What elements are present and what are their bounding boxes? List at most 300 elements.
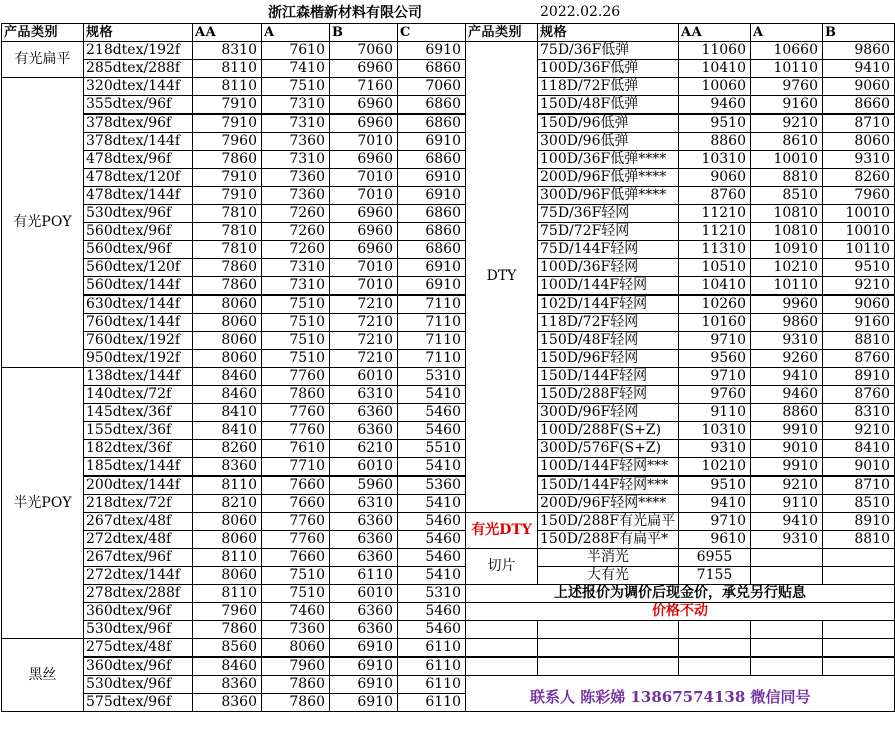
left-price-cell: 6360 — [329, 512, 398, 531]
right-price-cell: 10110 — [822, 240, 895, 259]
right-price-cell: 8410 — [822, 439, 895, 458]
left-spec-cell: 200dtex/144f — [83, 476, 193, 495]
left-price-cell: 7660 — [261, 548, 330, 567]
left-price-cell: 7810 — [192, 240, 262, 259]
left-spec-cell: 155dtex/36f — [83, 421, 193, 440]
left-price-cell: 7360 — [261, 186, 330, 205]
left-price-cell: 8060 — [192, 295, 262, 314]
right-price-cell: 9060 — [822, 295, 895, 314]
left-price-cell: 7510 — [261, 295, 330, 314]
left-price-cell: 6860 — [397, 222, 466, 241]
left-price-cell: 7110 — [397, 331, 466, 350]
right-spec-cell: 100D/144F轻网*** — [537, 457, 679, 476]
left-spec-cell: 218dtex/192f — [83, 41, 193, 60]
left-price-cell: 8110 — [192, 584, 262, 603]
left-spec-cell: 355dtex/96f — [83, 95, 193, 114]
left-price-cell: 6960 — [329, 222, 398, 241]
right-price-cell: 9210 — [750, 114, 823, 133]
left-price-cell: 7460 — [261, 602, 330, 621]
left-price-cell: 7510 — [261, 566, 330, 585]
left-price-cell: 8310 — [192, 41, 262, 60]
report-date: 2022.02.26 — [540, 4, 621, 20]
left-price-cell: 8410 — [192, 421, 262, 440]
left-price-cell: 5410 — [397, 385, 466, 404]
right-spec-cell: 150D/288F有扁平* — [537, 530, 679, 549]
left-price-cell: 6910 — [329, 675, 398, 694]
right-price-cell: 9010 — [822, 457, 895, 476]
left-spec-cell: 378dtex/96f — [83, 114, 193, 133]
left-price-cell: 7910 — [192, 95, 262, 114]
right-price-cell: 11210 — [678, 204, 751, 223]
left-price-cell: 7860 — [192, 258, 262, 277]
left-price-cell: 8360 — [192, 675, 262, 694]
right-spec-cell: 200D/96F低弹**** — [537, 168, 679, 187]
left-price-cell: 8460 — [192, 385, 262, 404]
empty-cell — [465, 620, 538, 639]
left-price-cell: 7960 — [192, 132, 262, 151]
right-price-cell: 9460 — [678, 95, 751, 114]
left-price-cell: 6310 — [329, 494, 398, 513]
left-price-cell: 6360 — [329, 548, 398, 567]
right-category-cell: 切片 — [465, 548, 538, 585]
right-price-cell: 9510 — [678, 114, 751, 133]
left-price-cell: 8210 — [192, 494, 262, 513]
right-price-cell: 9310 — [678, 439, 751, 458]
left-price-cell: 6910 — [397, 186, 466, 205]
right-spec-cell: 118D/72F低弹 — [537, 77, 679, 96]
right-price-cell: 10010 — [822, 222, 895, 241]
right-category-cell: DTY — [465, 41, 538, 513]
empty-cell — [750, 657, 823, 676]
left-spec-cell: 275dtex/48f — [83, 638, 193, 657]
left-price-cell: 7660 — [261, 494, 330, 513]
left-price-cell: 7060 — [397, 77, 466, 96]
left-price-cell: 7310 — [261, 258, 330, 277]
left-price-cell: 6860 — [397, 59, 466, 78]
right-spec-cell: 300D/96F轻网 — [537, 403, 679, 422]
right-price-cell: 10510 — [678, 258, 751, 277]
left-price-cell: 8260 — [192, 439, 262, 458]
right-price-cell: 8860 — [678, 132, 751, 151]
right-price-cell: 9410 — [750, 512, 823, 531]
right-header-cell: AA — [678, 23, 751, 42]
right-price-cell: 9960 — [750, 295, 823, 314]
left-price-cell: 6110 — [397, 657, 466, 676]
left-price-cell: 6960 — [329, 95, 398, 114]
left-price-cell: 7760 — [261, 530, 330, 549]
left-spec-cell: 950dtex/192f — [83, 349, 193, 368]
company-name: 浙江森楷新材料有限公司 — [268, 5, 422, 21]
right-price-cell: 10410 — [678, 276, 751, 295]
left-price-cell: 7310 — [261, 95, 330, 114]
right-price-cell: 9210 — [750, 476, 823, 495]
left-price-cell: 7160 — [329, 77, 398, 96]
left-price-cell: 7760 — [261, 367, 330, 386]
right-price-cell: 9860 — [750, 313, 823, 332]
right-spec-cell: 75D/36F轻网 — [537, 204, 679, 223]
right-header-cell: A — [750, 23, 823, 42]
left-price-cell: 6910 — [397, 276, 466, 295]
empty-cell — [750, 566, 823, 585]
right-price-cell: 10210 — [678, 457, 751, 476]
left-price-cell: 7760 — [261, 421, 330, 440]
left-price-cell: 5460 — [397, 620, 466, 639]
left-price-cell: 7010 — [329, 186, 398, 205]
left-price-cell: 6010 — [329, 367, 398, 386]
left-price-cell: 5410 — [397, 457, 466, 476]
left-price-cell: 6360 — [329, 421, 398, 440]
right-price-cell: 8760 — [678, 186, 751, 205]
left-header-cell: A — [261, 23, 330, 42]
left-price-cell: 7860 — [261, 385, 330, 404]
right-price-cell: 10810 — [750, 222, 823, 241]
left-spec-cell: 218dtex/72f — [83, 494, 193, 513]
left-price-cell: 8360 — [192, 457, 262, 476]
right-spec-cell: 300D/96低弹 — [537, 132, 679, 151]
left-price-cell: 7610 — [261, 41, 330, 60]
left-price-cell: 6860 — [397, 204, 466, 223]
left-spec-cell: 530dtex/96f — [83, 675, 193, 694]
chip-price-cell: 7155 — [678, 566, 751, 585]
left-price-cell: 7360 — [261, 620, 330, 639]
left-price-cell: 6360 — [329, 530, 398, 549]
left-price-cell: 5310 — [397, 367, 466, 386]
left-price-cell: 7960 — [192, 602, 262, 621]
left-price-cell: 7210 — [329, 349, 398, 368]
right-price-cell: 11310 — [678, 240, 751, 259]
left-spec-cell: 182dtex/36f — [83, 439, 193, 458]
right-price-cell: 9110 — [678, 403, 751, 422]
left-spec-cell: 267dtex/96f — [83, 548, 193, 567]
empty-cell — [537, 638, 679, 657]
left-price-cell: 8060 — [192, 313, 262, 332]
left-spec-cell: 478dtex/96f — [83, 150, 193, 169]
right-spec-cell: 75D/72F轻网 — [537, 222, 679, 241]
right-price-cell: 9610 — [678, 530, 751, 549]
left-price-cell: 7060 — [329, 41, 398, 60]
left-price-cell: 5460 — [397, 421, 466, 440]
left-price-cell: 8360 — [192, 693, 262, 712]
right-price-cell: 11060 — [678, 41, 751, 60]
left-spec-cell: 138dtex/144f — [83, 367, 193, 386]
right-price-cell: 8910 — [822, 367, 895, 386]
left-category-cell: 黑丝 — [1, 638, 84, 711]
left-spec-cell: 478dtex/120f — [83, 168, 193, 187]
left-price-cell: 6010 — [329, 457, 398, 476]
left-spec-cell: 278dtex/288f — [83, 584, 193, 603]
right-price-cell: 9110 — [750, 494, 823, 513]
right-price-cell: 10010 — [822, 204, 895, 223]
chip-price-cell: 6955 — [678, 548, 751, 567]
right-price-cell: 9760 — [678, 385, 751, 404]
chip-grade-cell: 半消光 — [537, 548, 679, 567]
left-price-cell: 7210 — [329, 331, 398, 350]
left-spec-cell: 360dtex/96f — [83, 657, 193, 676]
left-price-cell: 6110 — [397, 638, 466, 657]
right-price-cell: 8760 — [822, 349, 895, 368]
left-price-cell: 6860 — [397, 114, 466, 133]
left-spec-cell: 530dtex/96f — [83, 204, 193, 223]
left-category-cell: 半光POY — [1, 367, 84, 640]
left-spec-cell: 360dtex/96f — [83, 602, 193, 621]
right-price-cell: 9910 — [750, 457, 823, 476]
left-price-cell: 6910 — [397, 132, 466, 151]
right-price-cell: 9060 — [822, 77, 895, 96]
right-price-cell: 9510 — [822, 258, 895, 277]
left-spec-cell: 185dtex/144f — [83, 457, 193, 476]
right-price-cell: 10060 — [678, 77, 751, 96]
left-price-cell: 8060 — [261, 638, 330, 657]
left-price-cell: 8460 — [192, 657, 262, 676]
right-spec-cell: 300D/576F(S+Z) — [537, 439, 679, 458]
left-spec-cell: 272dtex/48f — [83, 530, 193, 549]
left-price-cell: 7260 — [261, 222, 330, 241]
left-price-cell: 6910 — [329, 638, 398, 657]
left-header-cell: AA — [192, 23, 262, 42]
left-price-cell: 5460 — [397, 530, 466, 549]
right-price-cell: 8510 — [822, 494, 895, 513]
left-price-cell: 6910 — [397, 41, 466, 60]
left-price-cell: 8110 — [192, 548, 262, 567]
left-price-cell: 7860 — [192, 150, 262, 169]
left-price-cell: 6010 — [329, 584, 398, 603]
right-price-cell: 10910 — [750, 240, 823, 259]
left-price-cell: 5460 — [397, 602, 466, 621]
left-price-cell: 7510 — [261, 349, 330, 368]
right-price-cell: 9210 — [822, 421, 895, 440]
right-category-cell: 有光DTY — [465, 512, 538, 549]
left-price-cell: 8110 — [192, 59, 262, 78]
empty-cell — [678, 638, 751, 657]
right-spec-cell: 150D/48F低弹 — [537, 95, 679, 114]
left-price-cell: 7960 — [261, 657, 330, 676]
left-price-cell: 5360 — [397, 476, 466, 495]
empty-cell — [678, 620, 751, 639]
left-header-cell: 规格 — [83, 23, 193, 42]
right-price-cell: 9310 — [822, 150, 895, 169]
left-header-cell: C — [397, 23, 466, 42]
left-price-cell: 7010 — [329, 168, 398, 187]
left-price-cell: 6110 — [329, 566, 398, 585]
right-price-cell: 9410 — [750, 367, 823, 386]
left-price-cell: 7860 — [192, 620, 262, 639]
empty-cell — [822, 566, 895, 585]
left-price-cell: 6910 — [397, 168, 466, 187]
right-price-cell: 8810 — [822, 331, 895, 350]
right-spec-cell: 75D/36F低弹 — [537, 41, 679, 60]
right-price-cell: 9710 — [678, 331, 751, 350]
left-price-cell: 7610 — [261, 439, 330, 458]
empty-cell — [822, 638, 895, 657]
left-price-cell: 7110 — [397, 313, 466, 332]
left-price-cell: 7360 — [261, 132, 330, 151]
empty-cell — [750, 638, 823, 657]
left-price-cell: 7510 — [261, 331, 330, 350]
empty-cell — [822, 548, 895, 567]
right-price-cell: 8510 — [750, 186, 823, 205]
right-price-cell: 9410 — [678, 494, 751, 513]
right-price-cell: 8710 — [822, 476, 895, 495]
left-price-cell: 7660 — [261, 476, 330, 495]
left-price-cell: 6960 — [329, 114, 398, 133]
right-price-cell: 8710 — [822, 114, 895, 133]
right-spec-cell: 150D/144F轻网*** — [537, 476, 679, 495]
left-price-cell: 7860 — [261, 675, 330, 694]
left-spec-cell: 285dtex/288f — [83, 59, 193, 78]
right-price-cell: 8610 — [750, 132, 823, 151]
left-price-cell: 6860 — [397, 150, 466, 169]
left-price-cell: 7010 — [329, 132, 398, 151]
left-price-cell: 6860 — [397, 95, 466, 114]
left-price-cell: 8060 — [192, 512, 262, 531]
left-price-cell: 5460 — [397, 548, 466, 567]
left-price-cell: 6360 — [329, 403, 398, 422]
empty-cell — [465, 638, 538, 657]
left-price-cell: 8060 — [192, 566, 262, 585]
left-price-cell: 7110 — [397, 295, 466, 314]
left-price-cell: 7510 — [261, 77, 330, 96]
left-header-cell: B — [329, 23, 398, 42]
right-price-cell: 10010 — [750, 150, 823, 169]
left-price-cell: 7510 — [261, 313, 330, 332]
right-price-cell: 9160 — [822, 313, 895, 332]
empty-cell — [678, 657, 751, 676]
left-spec-cell: 760dtex/192f — [83, 331, 193, 350]
price-fixed-note: 价格不动 — [465, 602, 895, 621]
right-price-cell: 8810 — [822, 530, 895, 549]
left-spec-cell: 560dtex/144f — [83, 276, 193, 295]
empty-cell — [750, 548, 823, 567]
left-price-cell: 5460 — [397, 512, 466, 531]
left-price-cell: 5410 — [397, 566, 466, 585]
right-price-cell: 9460 — [750, 385, 823, 404]
left-price-cell: 7810 — [192, 222, 262, 241]
right-price-cell: 9860 — [822, 41, 895, 60]
left-price-cell: 7710 — [261, 457, 330, 476]
contact-info: 联系人 陈彩娣 13867574138 微信同号 — [530, 687, 811, 706]
right-price-cell: 9560 — [678, 349, 751, 368]
right-price-cell: 9060 — [678, 168, 751, 187]
right-price-cell: 8860 — [750, 403, 823, 422]
left-price-cell: 7410 — [261, 59, 330, 78]
right-price-cell: 9760 — [750, 77, 823, 96]
empty-cell — [537, 620, 679, 639]
right-price-cell: 11210 — [678, 222, 751, 241]
left-price-cell: 6910 — [397, 258, 466, 277]
empty-cell — [537, 657, 679, 676]
right-price-cell: 9710 — [678, 512, 751, 531]
right-spec-cell: 150D/144F轻网 — [537, 367, 679, 386]
right-header-cell: 产品类别 — [465, 23, 538, 42]
left-price-cell: 7260 — [261, 204, 330, 223]
left-price-cell: 8060 — [192, 331, 262, 350]
left-price-cell: 6960 — [329, 204, 398, 223]
left-price-cell: 7310 — [261, 150, 330, 169]
right-spec-cell: 150D/96F轻网 — [537, 349, 679, 368]
right-price-cell: 10260 — [678, 295, 751, 314]
left-price-cell: 7310 — [261, 276, 330, 295]
left-price-cell: 7910 — [192, 114, 262, 133]
left-price-cell: 6960 — [329, 240, 398, 259]
left-price-cell: 8110 — [192, 77, 262, 96]
right-price-cell: 9510 — [678, 476, 751, 495]
right-spec-cell: 100D/144F轻网 — [537, 276, 679, 295]
left-price-cell: 7360 — [261, 168, 330, 187]
right-price-cell: 10310 — [678, 421, 751, 440]
left-price-cell: 7310 — [261, 114, 330, 133]
right-price-cell: 10660 — [750, 41, 823, 60]
right-price-cell: 9310 — [750, 331, 823, 350]
left-price-cell: 7910 — [192, 168, 262, 187]
right-spec-cell: 100D/36F轻网 — [537, 258, 679, 277]
right-spec-cell: 150D/48F轻网 — [537, 331, 679, 350]
right-spec-cell: 150D/288F有光扁平 — [537, 512, 679, 531]
right-price-cell: 9210 — [822, 276, 895, 295]
right-price-cell: 10410 — [678, 59, 751, 78]
left-price-cell: 7760 — [261, 403, 330, 422]
right-price-cell: 9260 — [750, 349, 823, 368]
left-price-cell: 8060 — [192, 349, 262, 368]
empty-cell — [465, 657, 538, 676]
right-spec-cell: 200D/96F轻网**** — [537, 494, 679, 513]
left-price-cell: 6310 — [329, 385, 398, 404]
right-price-cell: 10160 — [678, 313, 751, 332]
right-price-cell: 10810 — [750, 204, 823, 223]
left-price-cell: 6960 — [329, 59, 398, 78]
left-price-cell: 5310 — [397, 584, 466, 603]
right-price-cell: 8910 — [822, 512, 895, 531]
right-price-cell: 10110 — [750, 59, 823, 78]
right-price-cell: 10310 — [678, 150, 751, 169]
right-price-cell: 8260 — [822, 168, 895, 187]
left-price-cell: 8560 — [192, 638, 262, 657]
left-price-cell: 7810 — [192, 204, 262, 223]
left-spec-cell: 560dtex/96f — [83, 222, 193, 241]
right-price-cell: 8760 — [822, 385, 895, 404]
left-price-cell: 7010 — [329, 258, 398, 277]
right-spec-cell: 100D/36F低弹**** — [537, 150, 679, 169]
left-price-cell: 7210 — [329, 295, 398, 314]
right-spec-cell: 150D/288F轻网 — [537, 385, 679, 404]
left-price-cell: 5510 — [397, 439, 466, 458]
chip-grade-cell: 大有光 — [537, 566, 679, 585]
right-spec-cell: 102D/144F轻网 — [537, 295, 679, 314]
right-price-cell: 9710 — [678, 367, 751, 386]
left-price-cell: 6860 — [397, 240, 466, 259]
right-price-cell: 9160 — [750, 95, 823, 114]
left-price-cell: 7510 — [261, 584, 330, 603]
left-price-cell: 6910 — [329, 657, 398, 676]
right-spec-cell: 118D/72F轻网 — [537, 313, 679, 332]
left-price-cell: 7860 — [192, 276, 262, 295]
left-spec-cell: 320dtex/144f — [83, 77, 193, 96]
left-spec-cell: 760dtex/144f — [83, 313, 193, 332]
right-spec-cell: 150D/96低弹 — [537, 114, 679, 133]
left-price-cell: 7860 — [261, 693, 330, 712]
price-note: 上述报价为调价后现金价，承兑另行贴息 — [465, 584, 895, 603]
left-spec-cell: 478dtex/144f — [83, 186, 193, 205]
right-price-cell: 9310 — [750, 530, 823, 549]
right-price-cell: 9010 — [750, 439, 823, 458]
left-spec-cell: 560dtex/96f — [83, 240, 193, 259]
left-spec-cell: 378dtex/144f — [83, 132, 193, 151]
left-price-cell: 6910 — [329, 693, 398, 712]
left-spec-cell: 267dtex/48f — [83, 512, 193, 531]
left-spec-cell: 140dtex/72f — [83, 385, 193, 404]
right-spec-cell: 300D/96F低弹**** — [537, 186, 679, 205]
right-header-cell: B — [822, 23, 895, 42]
right-header-cell: 规格 — [537, 23, 679, 42]
